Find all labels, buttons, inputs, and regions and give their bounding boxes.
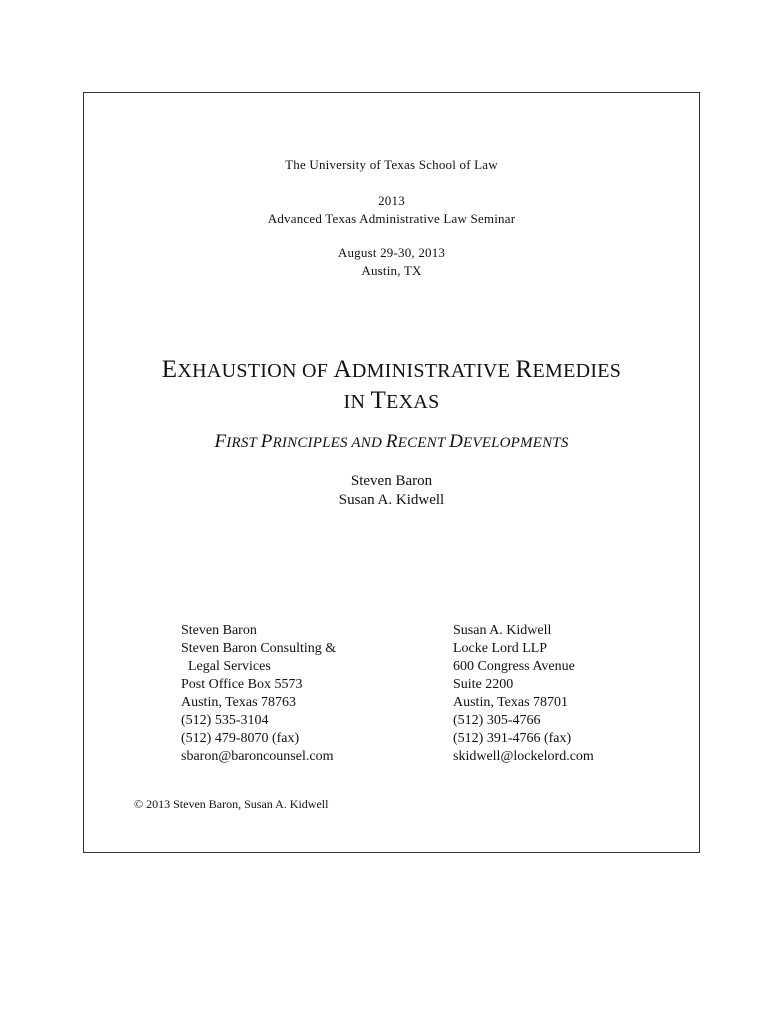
contact-line: (512) 479-8070 (fax) bbox=[181, 731, 300, 746]
author-name: Susan A. Kidwell bbox=[338, 492, 445, 508]
title-line-2 bbox=[83, 386, 700, 417]
email-address: sbaron@baroncounsel.com bbox=[181, 749, 334, 764]
subtitle-smallcaps: ECENT bbox=[397, 435, 450, 451]
contact-block-left bbox=[181, 622, 336, 766]
contact-line: Austin, Texas 78701 bbox=[453, 695, 569, 710]
contact-line: Steven Baron bbox=[181, 623, 257, 638]
email-address: skidwell@lockelord.com bbox=[453, 749, 594, 764]
title-smallcaps: DMINISTRATIVE bbox=[351, 360, 516, 382]
document-title bbox=[83, 355, 700, 417]
subtitle-cap: P bbox=[260, 431, 273, 452]
copyright-notice: © 2013 Steven Baron, Susan A. Kidwell bbox=[134, 797, 329, 811]
document-subtitle bbox=[83, 431, 700, 453]
contact-line: Legal Services bbox=[181, 659, 271, 674]
subtitle-cap: D bbox=[449, 431, 464, 452]
subtitle-cap: F bbox=[214, 431, 227, 452]
school-name: The University of Texas School of Law bbox=[285, 157, 498, 172]
contact-line: Susan A. Kidwell bbox=[453, 623, 552, 638]
title-line-1 bbox=[83, 355, 700, 386]
contact-line: (512) 391-4766 (fax) bbox=[453, 731, 572, 746]
subtitle-smallcaps: IRST bbox=[226, 435, 261, 451]
seminar-header bbox=[83, 156, 700, 280]
subtitle-smallcaps: RINCIPLES AND bbox=[272, 435, 386, 451]
title-smallcaps: EMEDIES bbox=[532, 360, 622, 382]
seminar-location: Austin, TX bbox=[361, 263, 422, 278]
title-smallcaps: IN bbox=[343, 391, 371, 413]
contact-line: Steven Baron Consulting & bbox=[181, 641, 337, 656]
title-cap: R bbox=[515, 356, 533, 383]
contact-line: Suite 2200 bbox=[453, 677, 514, 692]
subtitle-cap: R bbox=[385, 431, 398, 452]
contact-line: Post Office Box 5573 bbox=[181, 677, 303, 692]
contact-line: 600 Congress Avenue bbox=[453, 659, 575, 674]
title-cap: A bbox=[333, 356, 352, 383]
contact-line: (512) 305-4766 bbox=[453, 713, 541, 728]
contact-line: Locke Lord LLP bbox=[453, 641, 548, 656]
title-cap: E bbox=[161, 356, 178, 383]
author-names bbox=[83, 472, 700, 510]
contact-line: Austin, Texas 78763 bbox=[181, 695, 297, 710]
contact-line: (512) 535-3104 bbox=[181, 713, 269, 728]
contact-block-right bbox=[453, 622, 594, 766]
title-cap: T bbox=[370, 387, 387, 414]
title-smallcaps: XHAUSTION OF bbox=[177, 360, 334, 382]
seminar-dates: August 29-30, 2013 bbox=[337, 245, 446, 260]
title-smallcaps: EXAS bbox=[386, 391, 440, 413]
subtitle-smallcaps: EVELOPMENTS bbox=[463, 435, 569, 451]
author-name: Steven Baron bbox=[350, 473, 433, 489]
seminar-year: 2013 bbox=[378, 193, 405, 208]
seminar-name: Advanced Texas Administrative Law Seminar bbox=[267, 211, 516, 226]
